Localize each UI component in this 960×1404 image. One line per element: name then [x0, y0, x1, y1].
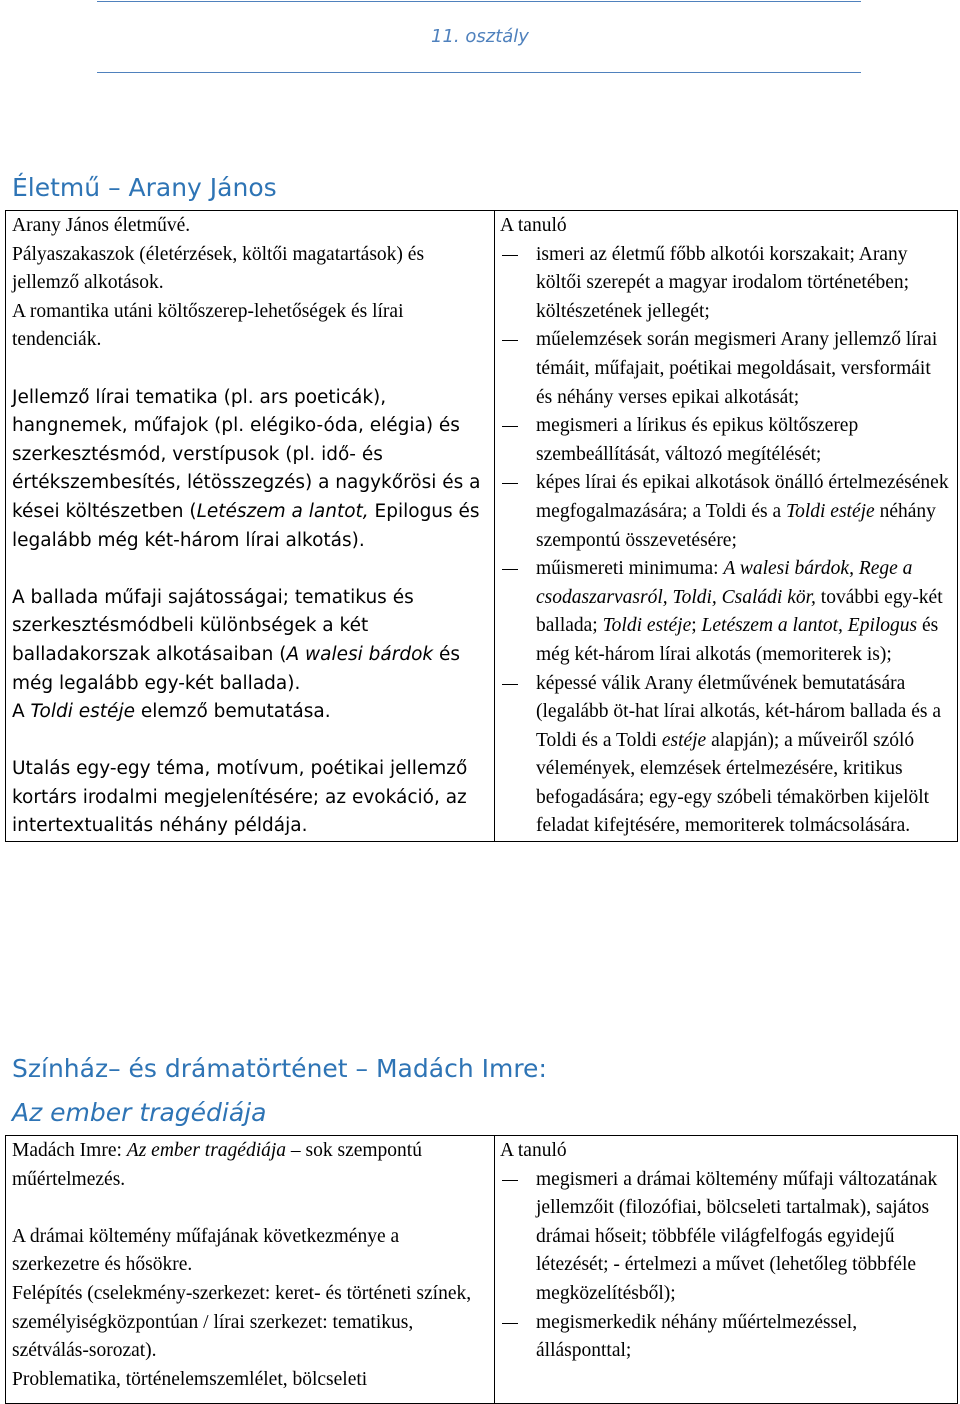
topic-paragraph: Felépítés (cselekmény-szerkezet: keret- és történeti színek, személyiségközpontúan / lírai szerkezet: tematikus, szétválás-sorozat).: [12, 1282, 472, 1362]
outcome-item: ismeri az életmű főbb alkotói korszakait; Arany költői szerepét a magyar irodalom történetében; költészetének jellegét;: [500, 241, 949, 327]
topic-paragraph: Utalás egy-egy téma, motívum, poétikai jellemző kortárs irodalmi megjelenítésére; az evokáció, az intertextualitás néhány példája.: [12, 758, 468, 837]
page-header: 11. osztály: [431, 26, 529, 47]
content-table-madach: [5, 1135, 958, 1404]
outcomes-cell: [495, 211, 958, 842]
outcome-item: műelemzések során megismeri Arany jellemző lírai témáit, műfajait, poétikai megoldásait, versformáit és néhány verses epikai alkotását;: [500, 326, 949, 412]
outcome-item: megismeri a lírikus és epikus költőszerep szembeállítását, változó megítélését;: [500, 412, 949, 469]
topic-line: Arany János életművé.: [12, 215, 191, 236]
outcomes-cell: [495, 1136, 958, 1404]
topics-cell: Madách Imre: Az ember tragédiája – sok szempontú műértelmezés. A drámai költemény műfajának következménye a szerkezetre és hősökre. Felépítés (cselekmény-szerkezet: keret- és történeti színek, személyiségközpontúan / lírai szerkezet: tematikus, szétválás-sorozat). Problematika, történelemszemlélet, bölcseleti: [6, 1136, 495, 1404]
section-heading-madach: Színház– és drámatörténet – Madách Imre:: [12, 1054, 547, 1083]
section-subheading-tragedia: Az ember tragédiája: [12, 1098, 267, 1127]
outcomes-intro: A tanuló: [500, 1140, 567, 1161]
outcome-item: megismerkedik néhány műértelmezéssel, állásponttal;: [500, 1309, 949, 1366]
header-rule-bottom: [97, 72, 861, 73]
outcomes-list: [500, 1166, 949, 1366]
outcome-item: megismeri a drámai költemény műfaji változatának jellemzőit (filozófiai, bölcseleti tartalmak), sajátos drámai hőseit; többféle világfelfogás egyidejű létezését; - értelmezi a művet (lehetőleg többféle megközelítésből);: [500, 1166, 949, 1309]
topic-paragraph: A ballada műfaji sajátosságai; tematikus és szerkesztésmódbeli különbségek a két balladakorszak alkotásaiban (A walesi bárdok és még legalább egy-két ballada). A Toldi estéje elemző bemutatása.: [12, 586, 461, 723]
topic-line: Pályaszakaszok (életérzések, költői magatartások) és jellemző alkotások.: [12, 243, 425, 294]
header-rule-top: [97, 1, 861, 2]
section-heading-arany: Életmű – Arany János: [12, 173, 277, 202]
content-table-arany: [5, 210, 958, 842]
outcomes-intro: A tanuló: [500, 215, 567, 236]
outcome-item: műismereti minimuma: A walesi bárdok, Rege a csodaszarvasról, Toldi, Családi kör, további egy-két ballada; Toldi estéje; Letészem a lantot, Epilogus és még két-három lírai alkotás (memoriterek is);: [500, 555, 949, 669]
topics-cell: [6, 211, 495, 842]
outcome-item: képessé válik Arany életművének bemutatására (legalább öt-hat lírai alkotás, két-három ballada és a Toldi és a Toldi estéje alapján); a műveiről szóló vélemények, elemzések értelmezésére, kritikus befogadására; egy-egy szóbeli témakörben kijelölt feladat kifejtésére, memoriterek tolmácsolására.: [500, 670, 949, 842]
outcomes-list: [500, 241, 949, 841]
topic-line: A romantika utáni költőszerep-lehetőségek és lírai tendenciák.: [12, 300, 404, 351]
topic-paragraph: Problematika, történelemszemlélet, bölcseleti: [12, 1368, 368, 1390]
topic-paragraph: A drámai költemény műfajának következménye a szerkezetre és hősökre.: [12, 1225, 400, 1276]
outcome-item: képes lírai és epikai alkotások önálló értelmezésének megfogalmazására; a Toldi és a Toldi estéje néhány szempontú összevetésére;: [500, 469, 949, 555]
topic-paragraph: Jellemző lírai tematika (pl. ars poeticák), hangnemek, műfajok (pl. elégiko-óda, elégia) és szerkesztésmód, verstípusok (pl. idő- és értékszembesítés, létösszegzés) a nagykőrösi és a kései költészetben (Letészem a lantot, Epilogus és legalább még két-három lírai alkotás).: [12, 386, 481, 551]
